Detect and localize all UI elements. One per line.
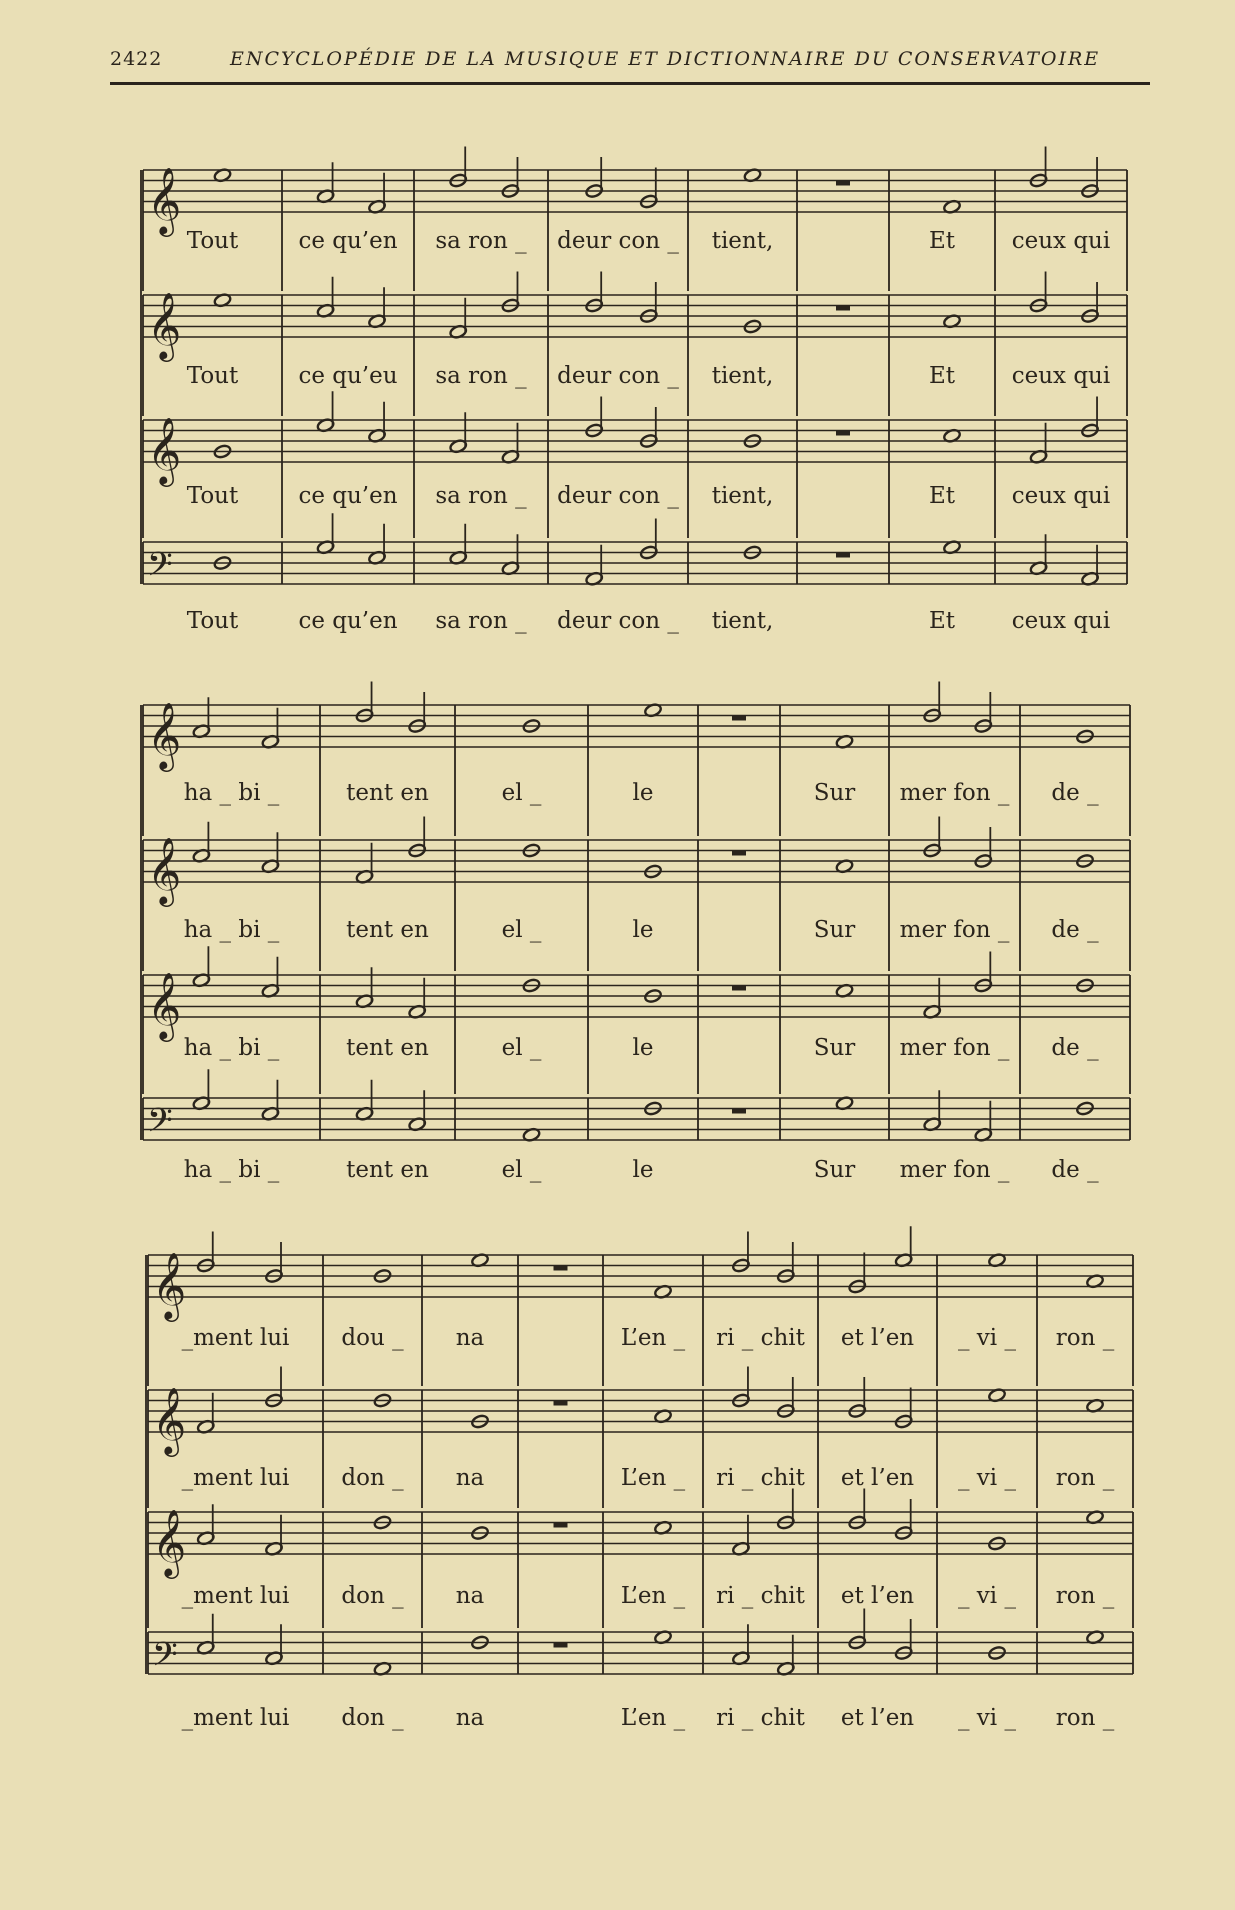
bass-clef: 𝄢 (147, 546, 173, 592)
lyric-syllable: Et (928, 228, 956, 254)
lyric-syllable: Tout (186, 363, 239, 389)
lyric-syllable: Et (928, 363, 956, 389)
whole-rest (732, 986, 746, 991)
lyric-syllable: ha _ bi _ (183, 917, 280, 943)
lyric-syllable: et l’en (840, 1705, 915, 1731)
lyric-syllable: le (632, 917, 654, 943)
whole-rest (732, 851, 746, 856)
lyric-syllable: ha _ bi _ (183, 1035, 280, 1061)
lyric-syllable: Sur (813, 1157, 856, 1183)
lyric-syllable: et l’en (840, 1583, 915, 1609)
lyric-syllable: L’en _ (620, 1465, 686, 1491)
page-number: 2422 (110, 48, 163, 70)
lyric-syllable: mer fon _ (899, 1157, 1010, 1183)
lyric-syllable: Tout (186, 228, 239, 254)
lyric-syllable: et l’en (840, 1325, 915, 1351)
lyric-syllable: ri _ chit (716, 1465, 805, 1491)
lyric-syllable: el _ (501, 1035, 542, 1061)
lyric-syllable: ha _ bi _ (183, 780, 280, 806)
lyric-syllable: na (455, 1325, 485, 1351)
lyric-syllable: sa ron _ (435, 363, 527, 389)
lyric-syllable: don _ (341, 1465, 404, 1491)
lyric-syllable: don _ (341, 1583, 404, 1609)
treble-clef: 𝄞 (152, 1508, 187, 1576)
lyric-syllable: ri _ chit (716, 1705, 805, 1731)
treble-clef: 𝄞 (147, 291, 182, 359)
lyric-syllable: ceux qui (1011, 228, 1111, 254)
whole-rest (732, 716, 746, 721)
whole-rest (836, 553, 850, 558)
lyric-syllable: de _ (1051, 1035, 1099, 1061)
lyric-syllable: ron _ (1055, 1705, 1115, 1731)
whole-rest (554, 1643, 568, 1648)
lyric-syllable: deur con _ (557, 228, 679, 254)
lyric-syllable: _ment lui (181, 1325, 290, 1351)
lyric-syllable: de _ (1051, 1157, 1099, 1183)
lyric-syllable: el _ (501, 780, 542, 806)
lyric-syllable: don _ (341, 1705, 404, 1731)
lyric-syllable: ron _ (1055, 1583, 1115, 1609)
lyric-syllable: ri _ chit (716, 1325, 805, 1351)
whole-rest (836, 306, 850, 311)
lyric-syllable: ceux qui (1011, 483, 1111, 509)
lyric-syllable: na (455, 1583, 485, 1609)
lyric-syllable: deur con _ (557, 483, 679, 509)
lyric-syllable: ron _ (1055, 1325, 1115, 1351)
lyric-syllable: deur con _ (557, 608, 679, 634)
lyric-syllable: na (455, 1465, 485, 1491)
treble-clef: 𝄞 (147, 971, 182, 1039)
lyric-syllable: _ment lui (181, 1583, 290, 1609)
lyric-syllable: tient, (711, 483, 774, 509)
lyric-syllable: _ vi _ (958, 1465, 1016, 1491)
lyric-syllable: mer fon _ (899, 1035, 1010, 1061)
bass-clef: 𝄢 (152, 1636, 178, 1682)
lyric-syllable: L’en _ (620, 1325, 686, 1351)
lyric-syllable: sa ron _ (435, 228, 527, 254)
lyric-syllable: tient, (711, 228, 774, 254)
bass-clef: 𝄢 (147, 1102, 173, 1148)
lyric-syllable: Et (928, 483, 956, 509)
lyric-syllable: el _ (501, 917, 542, 943)
treble-clef: 𝄞 (152, 1251, 187, 1319)
lyric-syllable: sa ron _ (435, 483, 527, 509)
lyric-syllable: le (632, 1035, 654, 1061)
lyric-syllable: ceux qui (1011, 363, 1111, 389)
lyric-syllable: el _ (501, 1157, 542, 1183)
whole-rest (836, 431, 850, 436)
treble-clef: 𝄞 (152, 1386, 187, 1454)
lyric-syllable: ce qu’eu (298, 363, 398, 389)
treble-clef: 𝄞 (147, 701, 182, 769)
whole-rest (732, 1109, 746, 1114)
lyric-syllable: Tout (186, 608, 239, 634)
lyric-syllable: et l’en (840, 1465, 915, 1491)
lyric-syllable: le (632, 1157, 654, 1183)
lyric-syllable: tent en (346, 917, 429, 943)
lyric-syllable: ce qu’en (298, 228, 398, 254)
whole-rest (554, 1266, 568, 1271)
lyric-syllable: de _ (1051, 917, 1099, 943)
lyric-syllable: deur con _ (557, 363, 679, 389)
lyric-syllable: tient, (711, 363, 774, 389)
lyric-syllable: dou _ (341, 1325, 404, 1351)
lyric-syllable: le (632, 780, 654, 806)
lyric-syllable: tent en (346, 780, 429, 806)
lyric-syllable: Sur (813, 1035, 856, 1061)
lyric-syllable: tent en (346, 1035, 429, 1061)
lyric-syllable: _ vi _ (958, 1325, 1016, 1351)
lyric-syllable: ri _ chit (716, 1583, 805, 1609)
lyric-syllable: _ment lui (181, 1465, 290, 1491)
lyric-syllable: sa ron _ (435, 608, 527, 634)
running-title: ENCYCLOPÉDIE DE LA MUSIQUE ET DICTIONNAIRE DU CONSERVATOIRE (230, 48, 1101, 70)
lyric-syllable: ron _ (1055, 1465, 1115, 1491)
lyric-syllable: Sur (813, 780, 856, 806)
lyric-syllable: L’en _ (620, 1583, 686, 1609)
lyric-syllable: de _ (1051, 780, 1099, 806)
lyric-syllable: mer fon _ (899, 780, 1010, 806)
treble-clef: 𝄞 (147, 836, 182, 904)
lyric-syllable: ceux qui (1011, 608, 1111, 634)
lyric-syllable: mer fon _ (899, 917, 1010, 943)
lyric-syllable: _ment lui (181, 1705, 290, 1731)
lyric-syllable: _ vi _ (958, 1705, 1016, 1731)
lyric-syllable: ha _ bi _ (183, 1157, 280, 1183)
lyric-syllable: ce qu’en (298, 608, 398, 634)
lyric-syllable: L’en _ (620, 1705, 686, 1731)
lyric-syllable: tient, (711, 608, 774, 634)
lyric-syllable: ce qu’en (298, 483, 398, 509)
lyric-syllable: tent en (346, 1157, 429, 1183)
treble-clef: 𝄞 (147, 416, 182, 484)
lyric-syllable: _ vi _ (958, 1583, 1016, 1609)
lyric-syllable: na (455, 1705, 485, 1731)
whole-rest (836, 181, 850, 186)
treble-clef: 𝄞 (147, 166, 182, 234)
whole-rest (554, 1523, 568, 1528)
whole-rest (554, 1401, 568, 1406)
lyric-syllable: Sur (813, 917, 856, 943)
lyric-syllable: Et (928, 608, 956, 634)
lyric-syllable: Tout (186, 483, 239, 509)
